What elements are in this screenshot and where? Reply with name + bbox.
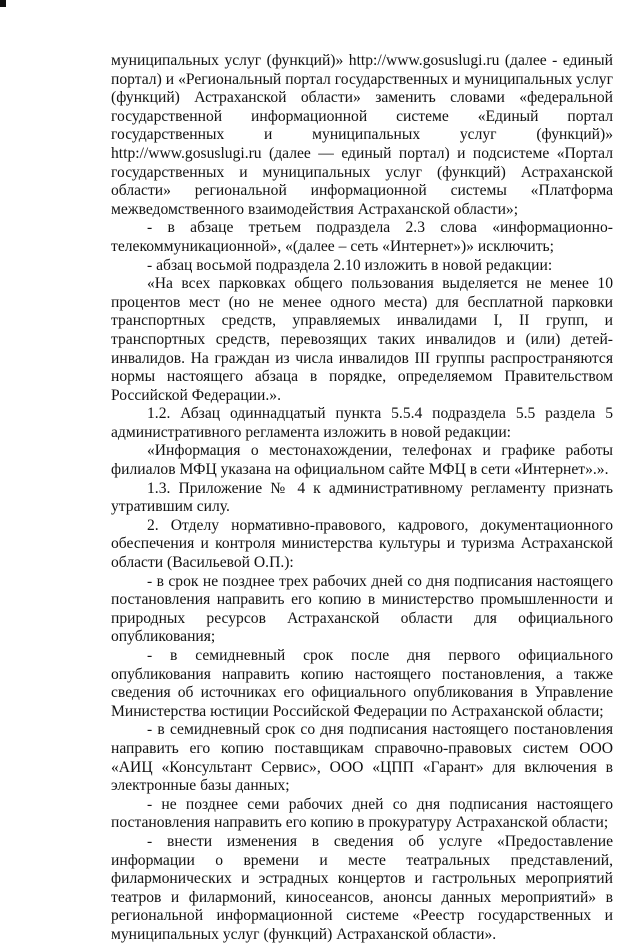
paragraph-quote: «Информация о местонахождении, телефонах и графике работы филиалов МФЦ указана на официальном сайте МФЦ в сети «Интернет».». [111,442,613,479]
paragraph-item: - в семидневный срок после дня первого официального опубликования направить копию настоящего постановления, а также сведения об источниках его официального опубликования в Управление Министерства юстиции Российской Федерации по Астраханской области; [111,647,613,720]
paragraph-continuation: муниципальных услуг (функций)» http://www.gosuslugi.ru (далее - единый портал) и «Региональный портал государственных и муниципальных услуг (функций) Астраханской области» заменить словами «федеральной государственной информационной системе «Единый портал государственных и муниципальных услуг (функций)» http://www.gosuslugi.ru (далее — единый портал) и подсистеме «Портал государственных и муниципальных услуг (функций) Астраханской области» региональной информационной системы «Платформа межведомственного взаимодействия Астраханской области»; [111,52,613,218]
paragraph-item: 2. Отделу нормативно-правового, кадрового, документационного обеспечения и контроля министерства культуры и туризма Астраханской области (Васильевой О.П.): [111,516,613,572]
paragraph-item: - в семидневный срок со дня подписания настоящего постановления направить его копию поставщикам справочно-правовых систем ООО «АИЦ «Консультант Сервис», ООО «ЦПП «Гарант» для включения в электронные базы данных; [111,721,613,795]
paragraph-item: 1.2. Абзац одиннадцатый пункта 5.5.4 подраздела 5.5 раздела 5 административного регламента изложить в новой редакции: [111,405,613,441]
paragraph-item: - в срок не позднее трех рабочих дней со дня подписания настоящего постановления направить его копию в министерство промышленности и природных ресурсов Астраханской области для официального опубликования; [111,572,613,646]
scan-corner-mark [0,0,6,7]
document-body [111,52,613,945]
paragraph-quote: «На всех парковках общего пользования выделяется не менее 10 процентов мест (но не менее одного места) для бесплатной парковки транспортных средств, управляемых инвалидами I, II групп, и транспортных средств, перевозящих таких инвалидов и (или) детей-инвалидов. На граждан из числа инвалидов III группы распространяются нормы настоящего абзаца в порядке, определяемом Правительством Российской Федерации.». [111,275,613,404]
paragraph-item: - внести изменения в сведения об услуге «Предоставление информации о времени и месте театральных представлений, филармонических и эстрадных концертов и гастрольных мероприятий театров и филармоний, киносеансов, анонсы данных мероприятий» в региональной информационной системе «Реестр государственных и муниципальных услуг (функций) Астраханской области». [111,832,613,943]
paragraph-item: 1.3. Приложение № 4 к административному регламенту признать утратившим силу. [111,479,613,516]
paragraph-item: - абзац восьмой подраздела 2.10 изложить в новой редакции: [147,256,553,274]
paragraph-item: - в абзаце третьем подраздела 2.3 слова «информационно-телекоммуникационной», «(далее – сеть «Интернет»)» исключить; [111,219,613,255]
paragraph-item: - не позднее семи рабочих дней со дня подписания настоящего постановления направить его копию в прокуратуру Астраханской области; [111,795,613,832]
